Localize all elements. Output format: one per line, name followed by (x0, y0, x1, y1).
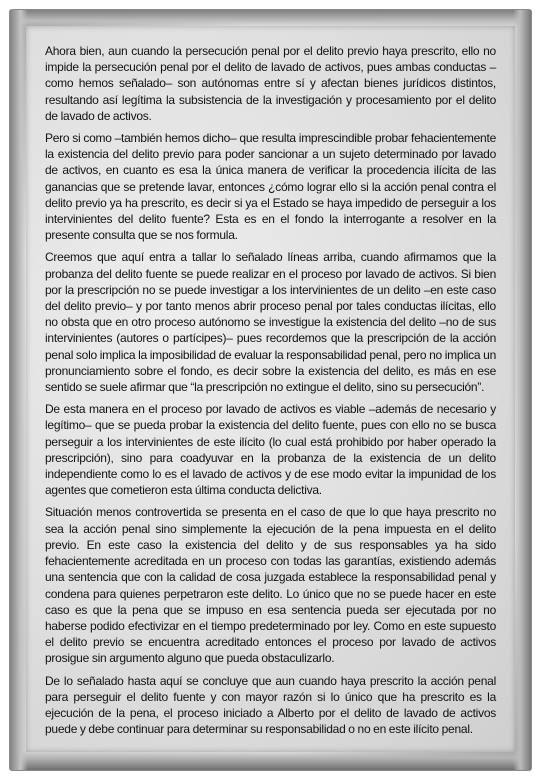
document-body (45, 43, 496, 743)
paragraph-3: Creemos que aquí entra a tallar lo señalado líneas arriba, cuando afirmamos que la probanza del delito fuente se puede realizar en el proceso por lavado de activos. Si bien por la prescripción no se puede investigar a los intervinientes de un delito –en este caso del delito previo– y por tanto menos abrir proceso penal por tales conductas ilícitas, ello no obsta que en otro proceso autónomo se investigue la existencia del delito –no de sus intervinientes (autores o partícipes)– pues recordemos que la prescripción de la acción penal solo implica la imposibilidad de evaluar la responsabilidad penal, pero no implica un pronunciamiento sobre el fondo, es decir sobre la existencia del delito, es más en ese sentido se suele afirmar que “la prescripción no extingue el delito, sino su persecución”. (45, 250, 496, 395)
paragraph-2: Pero si como –también hemos dicho– que resulta imprescindible probar fehacientemente la existencia del delito previo para poder sancionar a un sujeto determinado por lavado de activos, en cuanto es esa la única manera de verificar la procedencia ilícita de las ganancias que se pretende lavar, entonces ¿cómo lograr ello si la acción penal contra el delito previo ya ha prescrito, es decir si ya el Estado se haya impedido de perseguir a los intervinientes del delito fuente? Esta es en el fondo la interrogante a resolver en la presente consulta que se nos formula. (45, 131, 496, 243)
paragraph-6: De lo señalado hasta aquí se concluye que aun cuando haya prescrito la acción penal para perseguir el delito fuente y con mayor razón si lo único que ha prescrito es la ejecución de la pena, el proceso iniciado a Alberto por el delito de lavado de activos puede y debe continuar para determinar su responsabilidad o no en este ilícito penal. (45, 673, 496, 737)
text-panel (26, 26, 515, 752)
page-frame (10, 10, 531, 770)
frame-bevel-bottom (10, 750, 531, 770)
paragraph-4: De esta manera en el proceso por lavado de activos es viable –además de necesario y legítimo– que se pueda probar la existencia del delito fuente, pues con ello no se busca perseguir a los intervinientes de este ilícito (lo cual está prohibido por haber operado la prescripción), sino para coadyuvar en la probanza de la existencia de un delito independiente como lo es el lavado de activos y de ese modo evitar la impunidad de los agentes que cometieron esta última conducta delictiva. (45, 402, 496, 498)
paragraph-5: Situación menos controvertida se presenta en el caso de que lo que haya prescrito no sea la acción penal sino simplemente la ejecución de la pena impuesta en el delito previo. En este caso la existencia del delito y de sus responsables ya ha sido fehacientemente acreditada en un proceso con todas las garantías, existiendo además una sentencia que con la calidad de cosa juzgada establece la responsabilidad penal y condena para quienes perpetraron este delito. Lo único que no se puede hacer en este caso es que la pena que se impuso en esa sentencia pueda ser ejecutada por no haberse podido efectivizar en el tiempo predeterminado por ley. Como en este supuesto el delito previo se encuentra acreditado entonces el proceso por lavado de activos prosigue sin argumento alguno que pueda obstaculizarlo. (45, 505, 496, 666)
frame-bevel-right (513, 10, 531, 770)
paragraph-1: Ahora bien, aun cuando la persecución penal por el delito previo haya prescrito, ello no impide la persecución penal por el delito de lavado de activos, pues ambas conductas –como hemos señalado– son autónomas entre sí y afectan bienes jurídicos distintos, resultando así legítima la subsistencia de la investigación y procesamiento por el delito de lavado de activos. (45, 44, 496, 123)
